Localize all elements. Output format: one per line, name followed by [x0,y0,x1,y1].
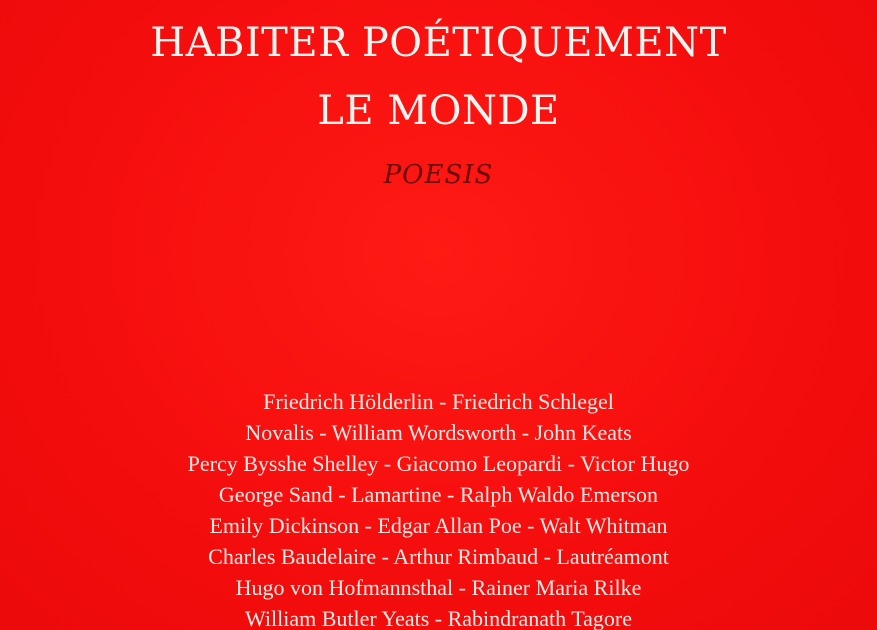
author-line: William Butler Yeats - Rabindranath Tagore [245,606,632,630]
title-line-2: LE MONDE [317,88,560,134]
author-list [0,386,877,630]
author-line: George Sand - Lamartine - Ralph Waldo Emerson [218,482,659,507]
author-line: Novalis - William Wordsworth - John Keats [245,420,632,445]
author-line: Charles Baudelaire - Arthur Rimbaud - Lautréamont [208,544,669,569]
author-line: Hugo von Hofmannsthal - Rainer Maria Rilke [235,575,642,600]
author-line: Percy Bysshe Shelley - Giacomo Leopardi - Victor Hugo [187,451,690,476]
author-line: Emily Dickinson - Edgar Allan Poe - Walt Whitman [209,513,668,538]
author-line: Friedrich Hölderlin - Friedrich Schlegel [263,389,614,414]
title-line-1: HABITER POÉTIQUEMENT [150,20,727,66]
series-name: POESIS [383,160,494,190]
